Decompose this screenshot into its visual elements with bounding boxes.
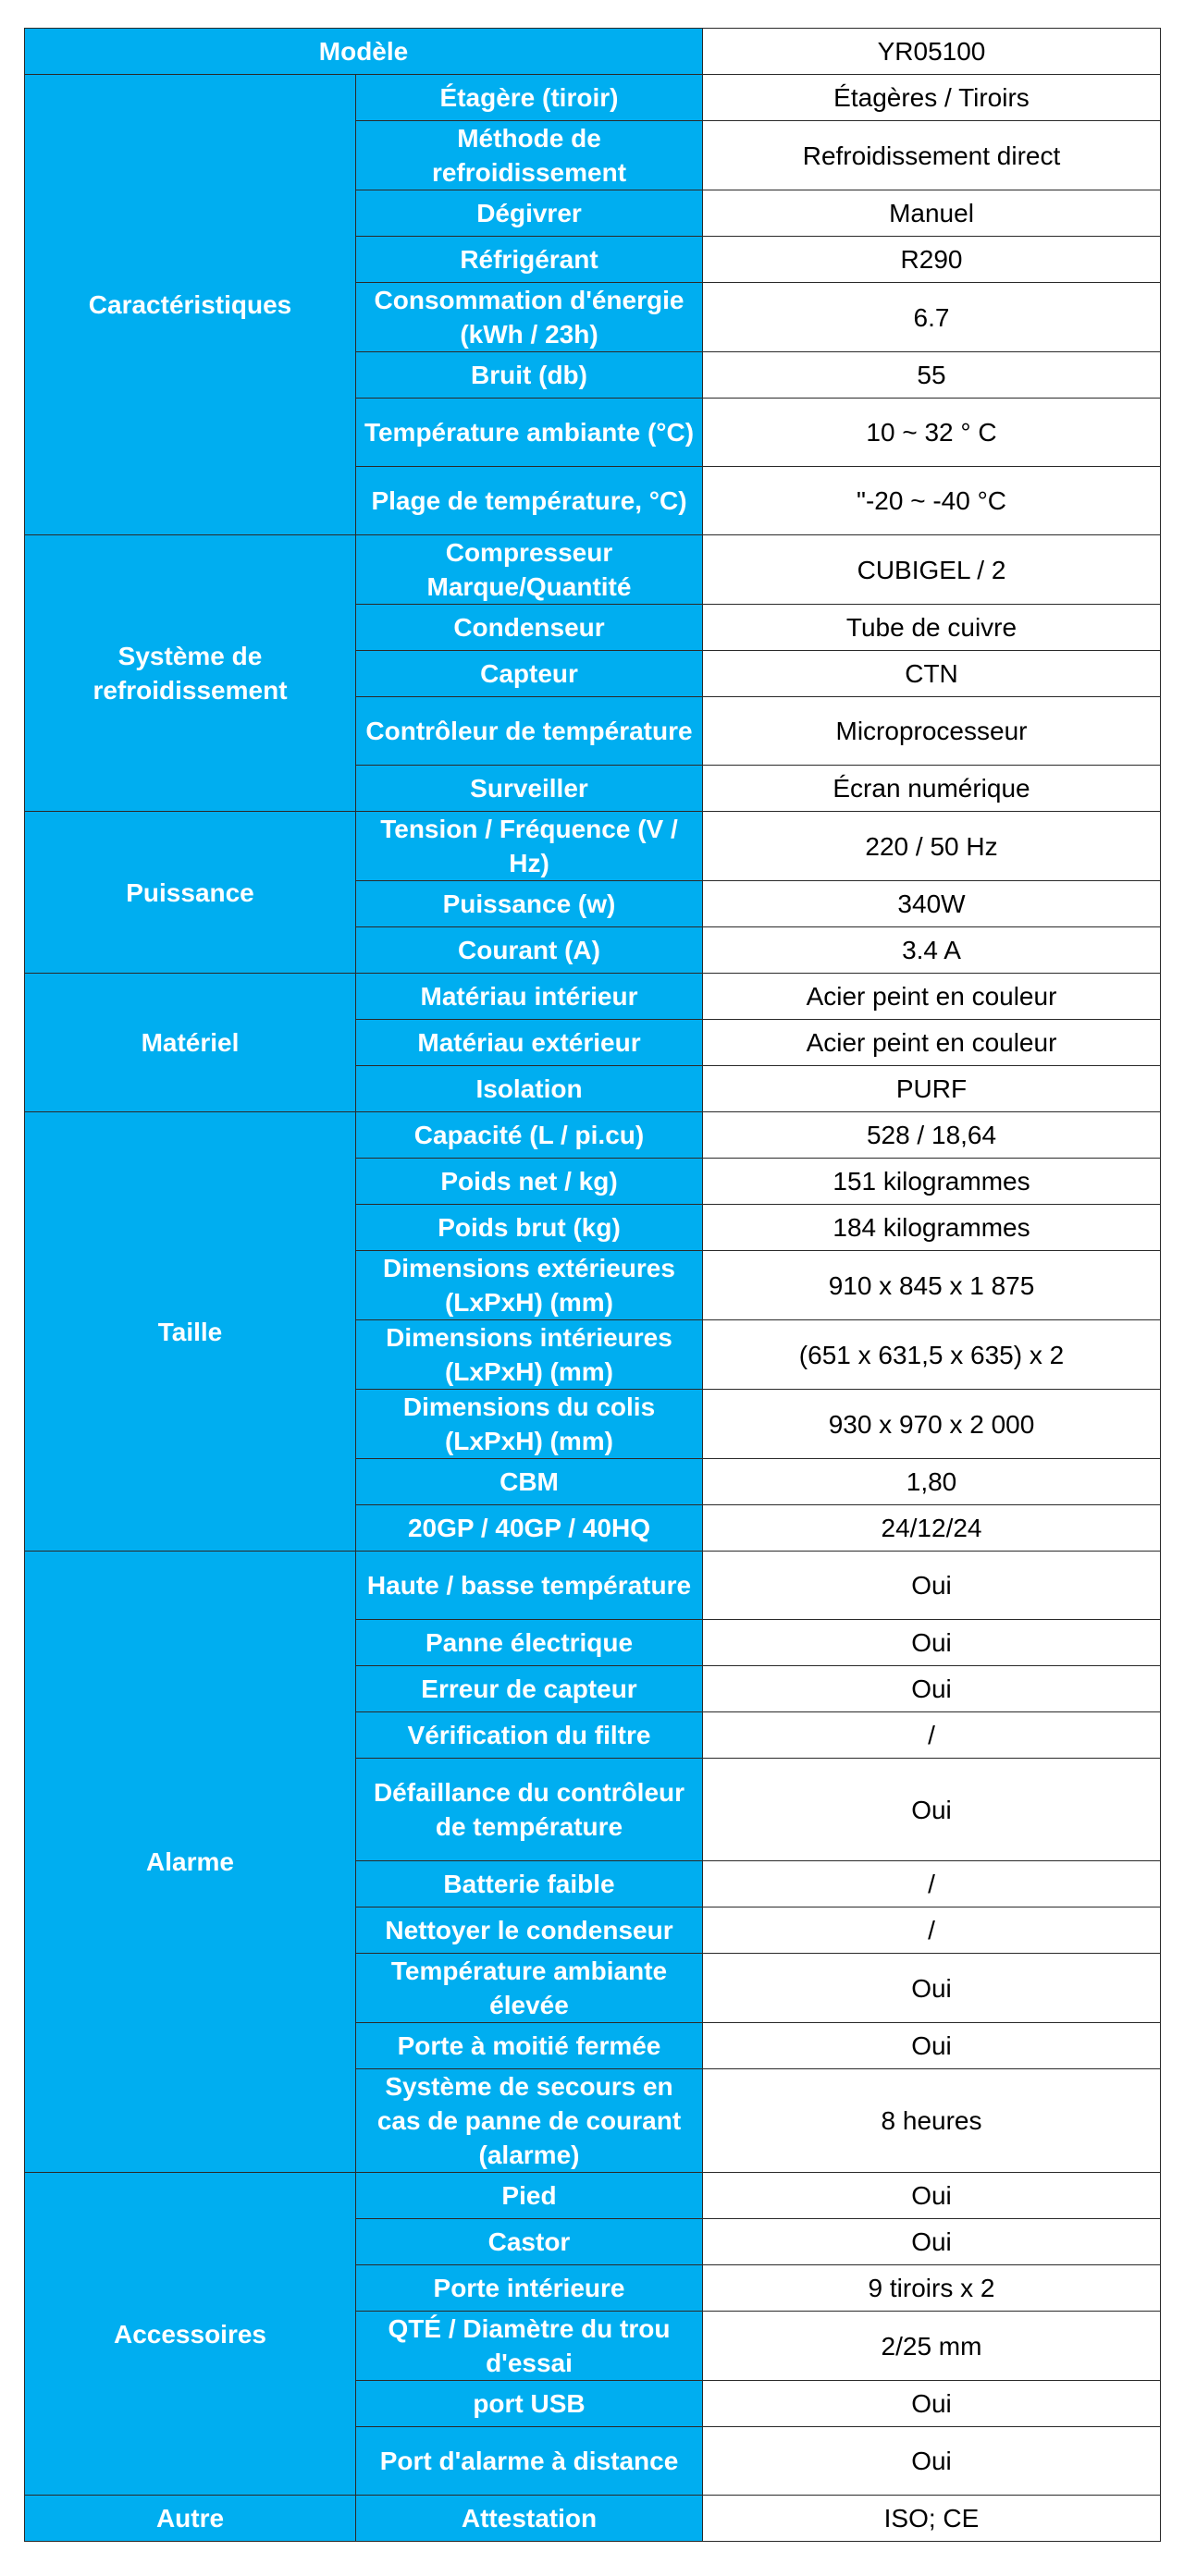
spec-value: 6.7 bbox=[703, 283, 1161, 352]
spec-row bbox=[25, 75, 1161, 121]
spec-value: Oui bbox=[703, 2427, 1161, 2496]
spec-label: Température ambiante élevée bbox=[356, 1954, 703, 2023]
spec-value: Oui bbox=[703, 1620, 1161, 1666]
spec-value: PURF bbox=[703, 1066, 1161, 1112]
spec-label: Castor bbox=[356, 2219, 703, 2265]
spec-value: 930 x 970 x 2 000 bbox=[703, 1390, 1161, 1459]
group-taille: Taille bbox=[25, 1112, 356, 1552]
spec-row bbox=[25, 2173, 1161, 2219]
spec-value: Acier peint en couleur bbox=[703, 974, 1161, 1020]
spec-value: ISO; CE bbox=[703, 2496, 1161, 2542]
spec-label: Attestation bbox=[356, 2496, 703, 2542]
spec-row bbox=[25, 2496, 1161, 2542]
spec-value: Manuel bbox=[703, 190, 1161, 237]
spec-label: Dimensions intérieures (LxPxH) (mm) bbox=[356, 1320, 703, 1390]
spec-label: Haute / basse température bbox=[356, 1552, 703, 1620]
spec-label: Température ambiante (°C) bbox=[356, 399, 703, 467]
spec-row bbox=[25, 535, 1161, 605]
spec-table-body bbox=[25, 29, 1161, 2542]
spec-value: 151 kilogrammes bbox=[703, 1159, 1161, 1205]
spec-label: Méthode de refroidissement bbox=[356, 121, 703, 190]
spec-value: Oui bbox=[703, 1954, 1161, 2023]
spec-label: Capteur bbox=[356, 651, 703, 697]
spec-value: Microprocesseur bbox=[703, 697, 1161, 766]
spec-label: Panne électrique bbox=[356, 1620, 703, 1666]
group-alarme: Alarme bbox=[25, 1552, 356, 2173]
spec-value: 8 heures bbox=[703, 2069, 1161, 2173]
spec-label: QTÉ / Diamètre du trou d'essai bbox=[356, 2312, 703, 2381]
spec-row bbox=[25, 1552, 1161, 1620]
spec-label: Système de secours en cas de panne de courant (alarme) bbox=[356, 2069, 703, 2173]
spec-value: 10 ~ 32 ° C bbox=[703, 399, 1161, 467]
spec-value: (651 x 631,5 x 635) x 2 bbox=[703, 1320, 1161, 1390]
spec-label: Matériau extérieur bbox=[356, 1020, 703, 1066]
spec-label: Consommation d'énergie (kWh / 23h) bbox=[356, 283, 703, 352]
spec-value: Écran numérique bbox=[703, 766, 1161, 812]
spec-label: Batterie faible bbox=[356, 1861, 703, 1907]
spec-value: 220 / 50 Hz bbox=[703, 812, 1161, 881]
model-value: YR05100 bbox=[703, 29, 1161, 75]
spec-label: Tension / Fréquence (V / Hz) bbox=[356, 812, 703, 881]
spec-value: 340W bbox=[703, 881, 1161, 927]
spec-value: Oui bbox=[703, 1666, 1161, 1712]
spec-label: Poids net / kg) bbox=[356, 1159, 703, 1205]
spec-label: Port d'alarme à distance bbox=[356, 2427, 703, 2496]
spec-value: Oui bbox=[703, 1552, 1161, 1620]
group-autre: Autre bbox=[25, 2496, 356, 2542]
spec-value: / bbox=[703, 1907, 1161, 1954]
spec-label: Porte à moitié fermée bbox=[356, 2023, 703, 2069]
spec-table bbox=[24, 28, 1161, 2542]
spec-value: Oui bbox=[703, 2023, 1161, 2069]
spec-label: Surveiller bbox=[356, 766, 703, 812]
spec-label: port USB bbox=[356, 2381, 703, 2427]
spec-label: Dimensions extérieures (LxPxH) (mm) bbox=[356, 1251, 703, 1320]
spec-label: Courant (A) bbox=[356, 927, 703, 974]
spec-value: 24/12/24 bbox=[703, 1505, 1161, 1552]
header-row bbox=[25, 29, 1161, 75]
spec-value: 55 bbox=[703, 352, 1161, 399]
spec-label: Capacité (L / pi.cu) bbox=[356, 1112, 703, 1159]
spec-row bbox=[25, 974, 1161, 1020]
spec-label: Bruit (db) bbox=[356, 352, 703, 399]
spec-value: Acier peint en couleur bbox=[703, 1020, 1161, 1066]
spec-value: CTN bbox=[703, 651, 1161, 697]
spec-label: Contrôleur de température bbox=[356, 697, 703, 766]
spec-value: Tube de cuivre bbox=[703, 605, 1161, 651]
spec-label: Pied bbox=[356, 2173, 703, 2219]
spec-label: Isolation bbox=[356, 1066, 703, 1112]
group-materiel: Matériel bbox=[25, 974, 356, 1112]
spec-value: 184 kilogrammes bbox=[703, 1205, 1161, 1251]
spec-value: 2/25 mm bbox=[703, 2312, 1161, 2381]
spec-row bbox=[25, 812, 1161, 881]
spec-label: Nettoyer le condenseur bbox=[356, 1907, 703, 1954]
spec-label: Dimensions du colis (LxPxH) (mm) bbox=[356, 1390, 703, 1459]
group-systeme-de-refroidissement: Système de refroidissement bbox=[25, 535, 356, 812]
spec-value: Oui bbox=[703, 2219, 1161, 2265]
spec-label: Défaillance du contrôleur de température bbox=[356, 1759, 703, 1861]
spec-value: / bbox=[703, 1861, 1161, 1907]
spec-value: Oui bbox=[703, 2381, 1161, 2427]
spec-label: Matériau intérieur bbox=[356, 974, 703, 1020]
spec-label: Erreur de capteur bbox=[356, 1666, 703, 1712]
group-accessoires: Accessoires bbox=[25, 2173, 356, 2496]
group-caracteristiques: Caractéristiques bbox=[25, 75, 356, 535]
spec-value: 528 / 18,64 bbox=[703, 1112, 1161, 1159]
spec-value: 1,80 bbox=[703, 1459, 1161, 1505]
spec-label: Poids brut (kg) bbox=[356, 1205, 703, 1251]
spec-label: Compresseur Marque/Quantité bbox=[356, 535, 703, 605]
spec-value: Oui bbox=[703, 2173, 1161, 2219]
spec-row bbox=[25, 1112, 1161, 1159]
spec-label: Réfrigérant bbox=[356, 237, 703, 283]
spec-value: Refroidissement direct bbox=[703, 121, 1161, 190]
model-label: Modèle bbox=[25, 29, 703, 75]
spec-label: Porte intérieure bbox=[356, 2265, 703, 2312]
spec-label: Vérification du filtre bbox=[356, 1712, 703, 1759]
spec-value: "-20 ~ -40 °C bbox=[703, 467, 1161, 535]
spec-value: Oui bbox=[703, 1759, 1161, 1861]
spec-value: R290 bbox=[703, 237, 1161, 283]
spec-label: Plage de température, °C) bbox=[356, 467, 703, 535]
spec-value: 9 tiroirs x 2 bbox=[703, 2265, 1161, 2312]
spec-label: CBM bbox=[356, 1459, 703, 1505]
group-puissance: Puissance bbox=[25, 812, 356, 974]
spec-value: 3.4 A bbox=[703, 927, 1161, 974]
spec-label: Dégivrer bbox=[356, 190, 703, 237]
spec-label: 20GP / 40GP / 40HQ bbox=[356, 1505, 703, 1552]
spec-label: Étagère (tiroir) bbox=[356, 75, 703, 121]
spec-value: Étagères / Tiroirs bbox=[703, 75, 1161, 121]
spec-value: CUBIGEL / 2 bbox=[703, 535, 1161, 605]
spec-label: Puissance (w) bbox=[356, 881, 703, 927]
spec-value: 910 x 845 x 1 875 bbox=[703, 1251, 1161, 1320]
spec-value: / bbox=[703, 1712, 1161, 1759]
spec-label: Condenseur bbox=[356, 605, 703, 651]
